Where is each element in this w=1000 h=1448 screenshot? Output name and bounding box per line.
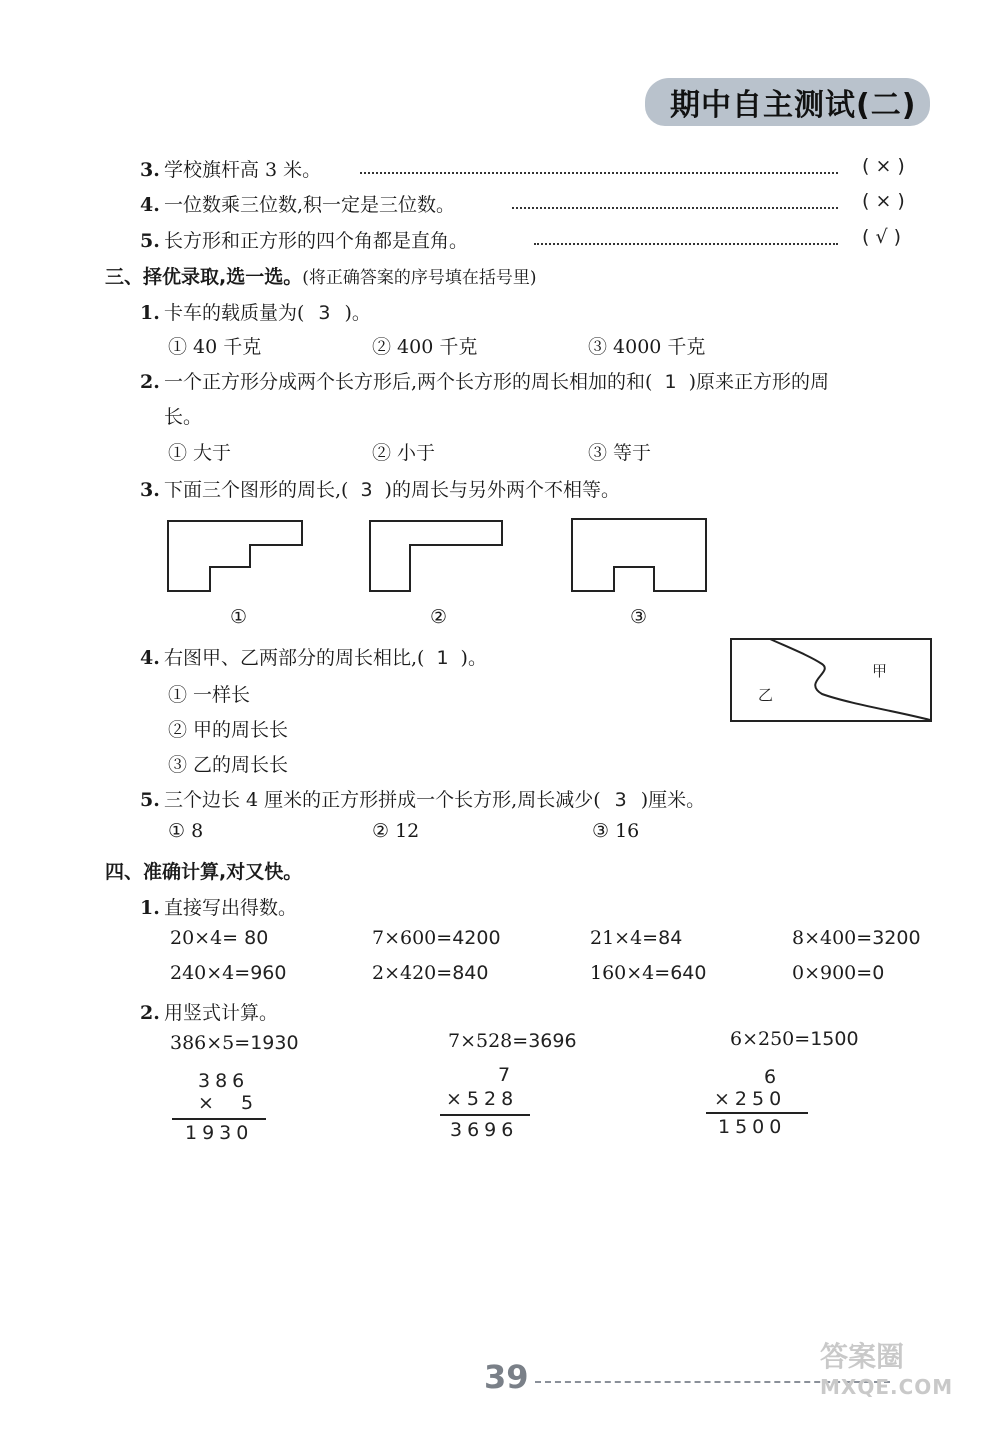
question-3-5: 5. 三个边长 4 厘米的正方形拼成一个长方形,周长减少( 3 )厘米。 <box>140 789 706 811</box>
vertical-result: 1500 <box>718 1116 787 1138</box>
option: ③ 乙的周长长 <box>168 754 289 776</box>
question-3-4: 4. 右图甲、乙两部分的周长相比,( 1 )。 <box>140 647 487 669</box>
option: ① 40 千克 <box>168 336 262 358</box>
judge-answer-5: ( √ ) <box>862 226 902 248</box>
section-4-heading: 四、准确计算,对又快。 <box>105 861 303 883</box>
option: ③ 等于 <box>588 442 652 464</box>
question-3-2-cont: 长。 <box>164 406 203 428</box>
judge-answer-3: ( × ) <box>862 155 905 177</box>
vertical-multiplier: ×250 <box>714 1088 787 1110</box>
vertical-rule <box>706 1112 808 1114</box>
question-3-2: 2. 一个正方形分成两个长方形后,两个长方形的周长相加的和( 1 )原来正方形的周 <box>140 371 829 393</box>
label-jia: 甲 <box>872 662 888 680</box>
oral-calc: 240×4=960 <box>170 962 287 984</box>
answer-3-1: 3 <box>318 302 331 324</box>
vertical-rule <box>172 1118 266 1120</box>
vertical-multiplier: ×528 <box>446 1088 519 1110</box>
question-3-1: 1. 卡车的载质量为( 3 )。 <box>140 302 371 324</box>
oral-calc: 2×420=840 <box>372 962 489 984</box>
answer-3-4: 1 <box>436 647 449 669</box>
vertical-result: 3696 <box>450 1119 519 1141</box>
figure-2-l-shape <box>370 521 502 591</box>
vertical-calc-expr: 7×528=3696 <box>448 1030 577 1052</box>
answer-3-5: 3 <box>614 789 627 811</box>
page-number: 39 <box>484 1358 529 1396</box>
watermark-url: MXQE.COM <box>820 1375 954 1399</box>
vertical-top: 7 <box>498 1064 516 1086</box>
option: ② 400 千克 <box>372 336 478 358</box>
dotted-leader <box>512 207 838 209</box>
answer-3-3: 3 <box>360 479 373 501</box>
judge-answer-4: ( × ) <box>862 190 905 212</box>
option: ① 一样长 <box>168 684 251 706</box>
perimeter-figures <box>160 515 720 600</box>
watermark-text: 答案圈 <box>820 1340 905 1373</box>
question-3-3: 3. 下面三个图形的周长,( 3 )的周长与另外两个不相等。 <box>140 479 620 501</box>
vertical-rule <box>440 1114 530 1116</box>
oral-calc: 160×4=640 <box>590 962 707 984</box>
vertical-multiplier: × 5 <box>198 1092 259 1114</box>
option: ② 小于 <box>372 442 436 464</box>
oral-calc: 7×600=4200 <box>372 927 501 949</box>
judge-item-3: 3. 学校旗杆高 3 米。 <box>140 159 322 181</box>
label-yi: 乙 <box>758 686 774 704</box>
dotted-leader <box>360 172 838 174</box>
option: ③ 4000 千克 <box>588 336 706 358</box>
oral-calc: 21×4=84 <box>590 927 683 949</box>
question-4-2: 2. 用竖式计算。 <box>140 1002 279 1024</box>
figure-3-notch <box>572 519 706 591</box>
oral-calc: 20×4= 80 <box>170 927 269 949</box>
question-4-1: 1. 直接写出得数。 <box>140 897 298 919</box>
option: ① 大于 <box>168 442 232 464</box>
judge-item-4: 4. 一位数乘三位数,积一定是三位数。 <box>140 194 456 216</box>
watermark-logo <box>820 1335 980 1435</box>
answer-3-2: 1 <box>664 371 677 393</box>
section-3-heading: 三、择优录取,选一选。(将正确答案的序号填在括号里) <box>105 266 537 288</box>
vertical-calc-expr: 386×5=1930 <box>170 1032 299 1054</box>
dotted-leader <box>534 243 838 245</box>
figure-label-1: ① <box>230 606 248 628</box>
figure-label-3: ③ <box>630 606 648 628</box>
oral-calc: 8×400=3200 <box>792 927 921 949</box>
oral-calc: 0×900=0 <box>792 962 885 984</box>
vertical-top: 6 <box>764 1066 782 1088</box>
option: ① 8 <box>168 820 204 842</box>
vertical-result: 1930 <box>185 1122 254 1144</box>
option: ② 12 <box>372 820 420 842</box>
option: ③ 16 <box>592 820 640 842</box>
figure-label-2: ② <box>430 606 448 628</box>
page-title: 期中自主测试(二) <box>670 88 917 123</box>
judge-item-5: 5. 长方形和正方形的四个角都是直角。 <box>140 230 469 252</box>
vertical-top: 386 <box>198 1070 250 1092</box>
vertical-calc-expr: 6×250=1500 <box>730 1028 859 1050</box>
dividing-curve <box>770 639 930 720</box>
figure-1-stair <box>168 521 302 591</box>
option: ② 甲的周长长 <box>168 719 289 741</box>
jia-yi-figure <box>730 638 934 726</box>
